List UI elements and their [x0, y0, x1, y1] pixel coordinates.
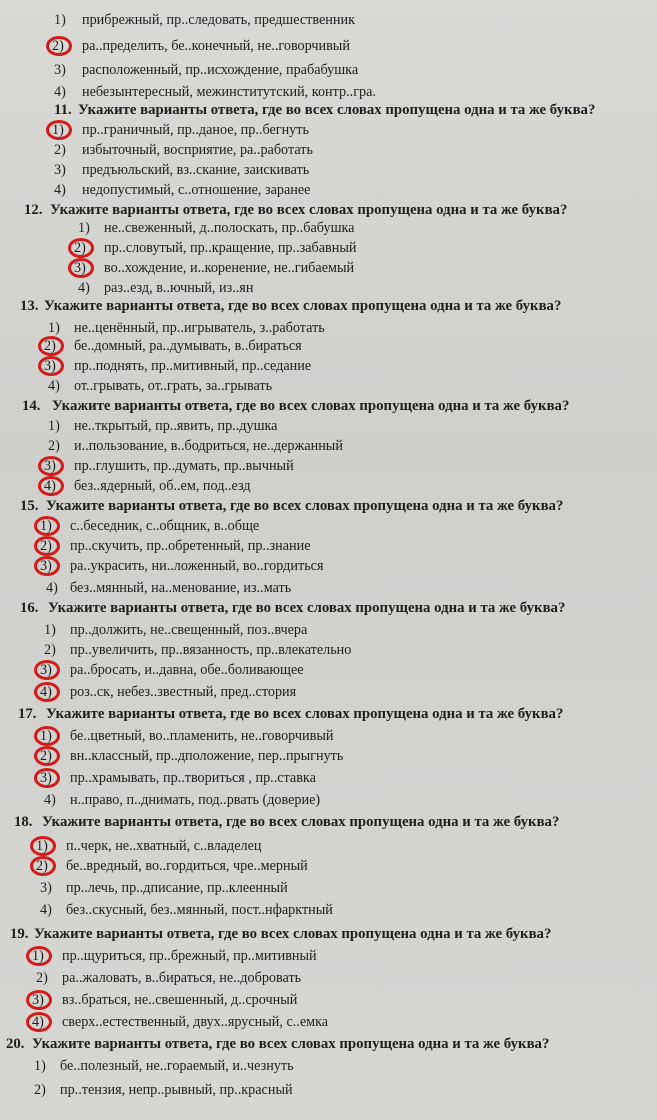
answer-option — [0, 36, 657, 56]
answer-option — [0, 82, 657, 102]
question-number: 11. — [54, 102, 72, 118]
option-number: 4) — [48, 378, 60, 394]
option-number: 2) — [44, 338, 56, 354]
option-text: с..беседник, с..общник, в..обще — [70, 518, 260, 534]
option-number: 3) — [44, 358, 56, 374]
answer-option — [0, 238, 657, 258]
question-number: 20. — [6, 1036, 25, 1052]
option-number: 4) — [46, 580, 58, 596]
option-number: 4) — [54, 182, 66, 198]
question-text: Укажите варианты ответа, где во всех словах пропущена одна и та же буква? — [50, 202, 568, 218]
question-text: Укажите варианты ответа, где во всех словах пропущена одна и та же буква? — [46, 706, 564, 722]
red-circle-mark — [34, 682, 60, 702]
question-text: Укажите варианты ответа, где во всех словах пропущена одна и та же буква? — [48, 600, 566, 616]
option-number: 3) — [40, 770, 52, 786]
option-number: 2) — [40, 538, 52, 554]
question-text: Укажите варианты ответа, где во всех словах пропущена одна и та же буква? — [32, 1036, 550, 1052]
question-text: Укажите варианты ответа, где во всех словах пропущена одна и та же буква? — [52, 398, 570, 414]
option-text: бе..вредный, во..гордиться, чре..мерный — [66, 858, 308, 874]
option-text: пр..щуриться, пр..брежный, пр..митивный — [62, 948, 317, 964]
answer-option — [0, 10, 657, 30]
answer-option — [0, 278, 657, 298]
red-circle-mark — [26, 990, 52, 1010]
option-number: 1) — [54, 12, 66, 28]
answer-option — [0, 682, 657, 702]
question-line — [0, 704, 657, 724]
answer-option — [0, 180, 657, 200]
option-text: от..грывать, от..грать, за..грывать — [74, 378, 273, 394]
question-line — [0, 812, 657, 832]
option-text: не..свеженный, д..полоскать, пр..бабушка — [104, 220, 355, 236]
option-text: вн..классный, пр..дположение, пер..прыгнуть — [70, 748, 344, 764]
question-line — [0, 924, 657, 944]
option-text: пр..должить, не..свещенный, поз..вчера — [70, 622, 308, 638]
question-number: 16. — [20, 600, 39, 616]
answer-option — [0, 768, 657, 788]
option-number: 4) — [54, 84, 66, 100]
question-line — [0, 396, 657, 416]
option-text: предъюльский, вз..скание, заискивать — [82, 162, 310, 178]
answer-option — [0, 900, 657, 920]
option-text: и..пользование, в..бодриться, не..держанный — [74, 438, 343, 454]
option-text: сверх..естественный, двух..ярусный, с..емка — [62, 1014, 329, 1030]
option-text: пр..лечь, пр..дписание, пр..клеенный — [66, 880, 288, 896]
answer-option — [0, 318, 657, 338]
answer-option — [0, 416, 657, 436]
option-text: без..скусный, без..мянный, пост..нфарктный — [66, 902, 333, 918]
answer-option — [0, 660, 657, 680]
option-text: ра..украсить, ни..ложенный, во..гордиться — [70, 558, 324, 574]
answer-option — [0, 140, 657, 160]
option-number: 2) — [34, 1082, 46, 1098]
option-text: расположенный, пр..исхождение, прабабушка — [82, 62, 359, 78]
option-text: пр..поднять, пр..митивный, пр..седание — [74, 358, 312, 374]
option-number: 2) — [48, 438, 60, 454]
question-text: Укажите варианты ответа, где во всех словах пропущена одна и та же буква? — [78, 102, 596, 118]
option-number: 1) — [40, 518, 52, 534]
option-number: 4) — [44, 792, 56, 808]
option-text: роз..ск, небез..звестный, пред..стория — [70, 684, 297, 700]
option-text: прибрежный, пр..следовать, предшественник — [82, 12, 355, 28]
option-text: не..ткрытый, пр..явить, пр..душка — [74, 418, 278, 434]
option-text: избыточный, восприятие, ра..работать — [82, 142, 313, 158]
option-text: п..черк, не..хватный, с..владелец — [66, 838, 262, 854]
question-line — [0, 1034, 657, 1054]
question-text: Укажите варианты ответа, где во всех словах пропущена одна и та же буква? — [34, 926, 552, 942]
option-number: 4) — [40, 902, 52, 918]
answer-option — [0, 836, 657, 856]
option-text: без..ядерный, об..ем, под..езд — [74, 478, 251, 494]
option-number: 1) — [36, 838, 48, 854]
answer-option — [0, 1056, 657, 1076]
answer-option — [0, 436, 657, 456]
answer-option — [0, 258, 657, 278]
answer-option — [0, 516, 657, 536]
question-text: Укажите варианты ответа, где во всех словах пропущена одна и та же буква? — [42, 814, 560, 830]
red-circle-mark — [68, 238, 94, 258]
option-text: бе..цветный, во..пламенить, не..говорчивый — [70, 728, 334, 744]
option-number: 3) — [74, 260, 86, 276]
option-text: ра..бросать, и..давна, обе..боливающее — [70, 662, 304, 678]
question-number: 12. — [24, 202, 43, 218]
question-line — [0, 296, 657, 316]
option-number: 1) — [48, 418, 60, 434]
option-text: пр..тензия, непр..рывный, пр..красный — [60, 1082, 293, 1098]
question-number: 19. — [10, 926, 29, 942]
option-text: бе..полезный, не..гораемый, и..чезнуть — [60, 1058, 294, 1074]
answer-option — [0, 556, 657, 576]
option-number: 1) — [40, 728, 52, 744]
option-number: 3) — [40, 880, 52, 896]
option-number: 2) — [74, 240, 86, 256]
answer-option — [0, 476, 657, 496]
option-number: 2) — [36, 858, 48, 874]
question-number: 14. — [22, 398, 41, 414]
option-text: без..мянный, на..менование, из..мать — [70, 580, 292, 596]
answer-option — [0, 218, 657, 238]
red-circle-mark — [30, 856, 56, 876]
option-number: 1) — [34, 1058, 46, 1074]
option-number: 3) — [40, 558, 52, 574]
answer-option — [0, 968, 657, 988]
option-number: 4) — [44, 478, 56, 494]
option-number: 2) — [44, 642, 56, 658]
option-text: пр..скучить, пр..обретенный, пр..знание — [70, 538, 311, 554]
option-number: 3) — [32, 992, 44, 1008]
red-circle-mark — [34, 516, 60, 536]
answer-option — [0, 60, 657, 80]
option-text: недопустимый, с..отношение, заранее — [82, 182, 311, 198]
answer-option — [0, 1080, 657, 1100]
answer-option — [0, 456, 657, 476]
red-circle-mark — [38, 356, 64, 376]
option-number: 3) — [54, 62, 66, 78]
option-number: 3) — [44, 458, 56, 474]
red-circle-mark — [34, 660, 60, 680]
option-text: ра..пределить, бе..конечный, не..говорчивый — [82, 38, 350, 54]
red-circle-mark — [26, 946, 52, 966]
red-circle-mark — [38, 456, 64, 476]
answer-option — [0, 120, 657, 140]
option-number: 4) — [32, 1014, 44, 1030]
question-line — [0, 598, 657, 618]
answer-option — [0, 946, 657, 966]
red-circle-mark — [34, 556, 60, 576]
option-number: 1) — [44, 622, 56, 638]
answer-option — [0, 746, 657, 766]
option-number: 2) — [54, 142, 66, 158]
question-number: 18. — [14, 814, 33, 830]
red-circle-mark — [68, 258, 94, 278]
option-number: 1) — [32, 948, 44, 964]
option-text: пр..граничный, пр..даное, пр..бегнуть — [82, 122, 309, 138]
question-text: Укажите варианты ответа, где во всех словах пропущена одна и та же буква? — [44, 298, 562, 314]
answer-option — [0, 878, 657, 898]
question-line — [0, 100, 657, 120]
answer-option — [0, 160, 657, 180]
question-text: Укажите варианты ответа, где во всех словах пропущена одна и та же буква? — [46, 498, 564, 514]
question-number: 17. — [18, 706, 37, 722]
option-text: ра..жаловать, в..бираться, не..добровать — [62, 970, 302, 986]
option-number: 1) — [48, 320, 60, 336]
answer-option — [0, 356, 657, 376]
option-text: пр..словутый, пр..кращение, пр..забавный — [104, 240, 357, 256]
option-number: 2) — [52, 38, 64, 54]
red-circle-mark — [38, 336, 64, 356]
option-number: 1) — [78, 220, 90, 236]
option-text: н..право, п..днимать, под..рвать (доверие) — [70, 792, 321, 808]
option-text: небезынтересный, межинститутский, контр..гра. — [82, 84, 376, 100]
option-number: 4) — [40, 684, 52, 700]
option-number: 2) — [40, 748, 52, 764]
option-number: 3) — [54, 162, 66, 178]
option-text: во..хождение, и..коренение, не..гибаемый — [104, 260, 355, 276]
option-number: 1) — [52, 122, 64, 138]
red-circle-mark — [34, 536, 60, 556]
option-text: пр..увеличить, пр..вязанность, пр..влекательно — [70, 642, 352, 658]
answer-option — [0, 726, 657, 746]
option-text: пр..глушить, пр..думать, пр..вычный — [74, 458, 294, 474]
red-circle-mark — [34, 726, 60, 746]
option-text: бе..домный, ра..думывать, в..бираться — [74, 338, 302, 354]
answer-option — [0, 336, 657, 356]
option-number: 3) — [40, 662, 52, 678]
red-circle-mark — [26, 1012, 52, 1032]
answer-option — [0, 640, 657, 660]
answer-option — [0, 790, 657, 810]
answer-option — [0, 1012, 657, 1032]
question-line — [0, 496, 657, 516]
option-text: не..ценённый, пр..игрыватель, з..работать — [74, 320, 325, 336]
option-number: 2) — [36, 970, 48, 986]
question-number: 15. — [20, 498, 39, 514]
red-circle-mark — [34, 746, 60, 766]
answer-option — [0, 376, 657, 396]
red-circle-mark — [46, 120, 72, 140]
answer-option — [0, 990, 657, 1010]
answer-option — [0, 856, 657, 876]
answer-option — [0, 620, 657, 640]
red-circle-mark — [34, 768, 60, 788]
answer-option — [0, 578, 657, 598]
option-number: 4) — [78, 280, 90, 296]
question-line — [0, 200, 657, 220]
red-circle-mark — [38, 476, 64, 496]
red-circle-mark — [46, 36, 72, 56]
answer-option — [0, 536, 657, 556]
question-number: 13. — [20, 298, 39, 314]
option-text: пр..храмывать, пр..твориться , пр..ставка — [70, 770, 316, 786]
red-circle-mark — [30, 836, 56, 856]
option-text: раз..езд, в..ючный, из..ян — [104, 280, 254, 296]
option-text: вз..браться, не..свешенный, д..срочный — [62, 992, 298, 1008]
